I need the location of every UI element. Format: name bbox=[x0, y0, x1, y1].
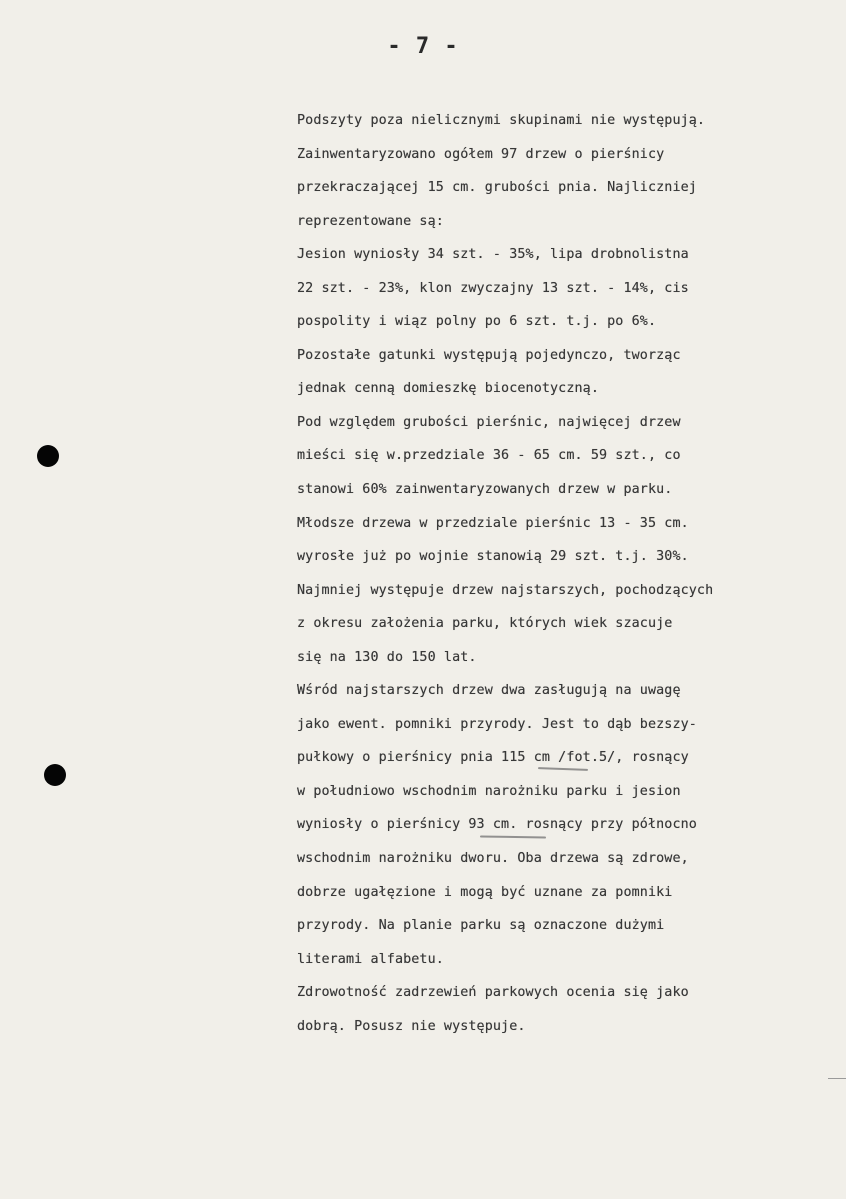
text-line: literami alfabetu. bbox=[297, 951, 444, 967]
punch-hole-bottom bbox=[44, 764, 66, 786]
text-line: jednak cenną domieszkę biocenotyczną. bbox=[297, 381, 599, 397]
text-line: Jesion wyniosły 34 szt. - 35%, lipa drobnolistna bbox=[297, 247, 689, 263]
text-line: Pozostałe gatunki występują pojedynczo, tworząc bbox=[297, 347, 681, 363]
text-line: 22 szt. - 23%, klon zwyczajny 13 szt. - 14%, cis bbox=[297, 280, 689, 296]
text-line: Młodsze drzewa w przedziale pierśnic 13 - 35 cm. bbox=[297, 515, 689, 531]
text-line: mieści się w.przedziale 36 - 65 cm. 59 szt., co bbox=[297, 448, 681, 464]
text-line: wschodnim narożniku dworu. Oba drzewa są zdrowe, bbox=[297, 851, 689, 867]
text-line: reprezentowane są: bbox=[297, 213, 444, 229]
text-line: w południowo wschodnim narożniku parku i jesion bbox=[297, 783, 681, 799]
text-line: pospolity i wiąz polny po 6 szt. t.j. po 6%. bbox=[297, 314, 657, 330]
text-line: Najmniej występuje drzew najstarszych, pochodzących bbox=[297, 582, 714, 598]
typed-text-body bbox=[297, 104, 837, 1043]
text-line: przekraczającej 15 cm. grubości pnia. Najliczniej bbox=[297, 180, 697, 196]
text-line: Zainwentaryzowano ogółem 97 drzew o pierśnicy bbox=[297, 146, 665, 162]
text-line: dobrze ugałęzione i mogą być uznane za pomniki bbox=[297, 884, 673, 900]
text-line: wyniosły o pierśnicy 93 cm. rosnący przy północno bbox=[297, 817, 697, 833]
text-line: się na 130 do 150 lat. bbox=[297, 649, 477, 665]
text-line: Wśród najstarszych drzew dwa zasługują na uwagę bbox=[297, 683, 681, 699]
text-line: Zdrowotność zadrzewień parkowych ocenia się jako bbox=[297, 985, 689, 1001]
text-line: jako ewent. pomniki przyrody. Jest to dąb bezszy- bbox=[297, 716, 697, 732]
text-line: wyrosłe już po wojnie stanowią 29 szt. t.j. 30%. bbox=[297, 549, 689, 565]
text-line: stanowi 60% zainwentaryzowanych drzew w parku. bbox=[297, 482, 673, 498]
text-line: Pod względem grubości pierśnic, najwięcej drzew bbox=[297, 414, 681, 430]
text-line: przyrody. Na planie parku są oznaczone dużymi bbox=[297, 918, 665, 934]
text-line: Podszyty poza nielicznymi skupinami nie występują. bbox=[297, 113, 706, 128]
text-line: pułkowy o pierśnicy pnia 115 cm /fot.5/, rosnący bbox=[297, 750, 689, 766]
page-number: - 7 - bbox=[387, 34, 459, 59]
margin-mark bbox=[828, 1078, 846, 1079]
text-line: dobrą. Posusz nie występuje. bbox=[297, 1018, 526, 1034]
punch-hole-top bbox=[37, 445, 59, 467]
text-line: z okresu założenia parku, których wiek szacuje bbox=[297, 616, 673, 632]
